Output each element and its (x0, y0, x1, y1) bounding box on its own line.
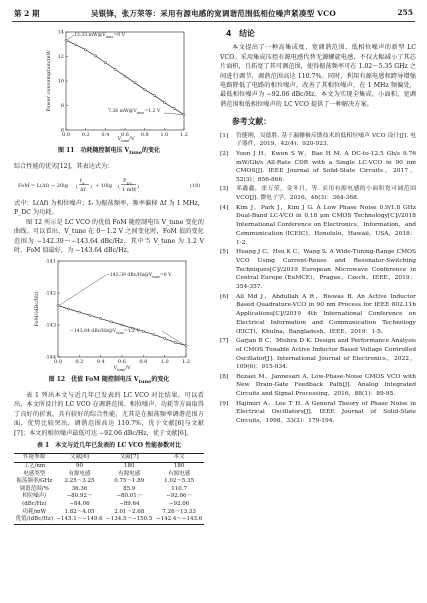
fig11-data-point (163, 101, 165, 103)
table-cell: 有源电感 (68, 470, 91, 477)
table-row (14, 493, 204, 501)
fig11-x-tick-label: 0.6 (121, 132, 129, 138)
left-column (14, 26, 204, 525)
fig11-data-point (183, 113, 185, 115)
svg-text:PDC: $P_{DC}$ (123, 178, 133, 186)
table-row (14, 516, 204, 524)
fig12-data-point (121, 324, 123, 326)
section-4-title: 4 结论 (226, 29, 255, 38)
fig12-x-tick-label: 0.8 (139, 359, 148, 366)
table-cell: (dBc/Hz) (22, 501, 47, 508)
table-cell: 85.9 (123, 485, 136, 492)
table-cell: 7.26～13.33 (162, 508, 196, 515)
fig12-y-tick-label: -142 (44, 291, 56, 298)
fig11-y-tick-label: 12 (57, 54, 64, 61)
fig12-data-point (142, 331, 144, 333)
table-cell: 优值/(dBc/Hz) (14, 516, 55, 524)
fig12-x-tick-label: 0.0 (54, 359, 62, 366)
reference-text: Rezaei M，Jannesari A. Low-Phase-Noise CMOS VCO with New Drain-Gate Feedback Path[J]. Analog Integrated Circuits and Signal Processing，2016，88(1)：89-95. (236, 373, 416, 398)
table-cell: 1.82～4.05 (64, 508, 95, 515)
fig12-data-point (100, 318, 102, 320)
reference-number: [2] (220, 150, 229, 157)
fig11-x-tick-label: 0.4 (101, 132, 110, 138)
table-cell: 2.01～2.68 (114, 508, 145, 515)
svg-text:): ) (90, 184, 92, 190)
fig11-y-tick-label: 10 (57, 78, 64, 85)
page-number: 255 (397, 8, 413, 17)
table-header-row (14, 454, 204, 463)
svg-text:): ) (137, 184, 139, 190)
fig11-y-tick-label: 14 (57, 29, 64, 36)
table-cell: 36.36 (71, 485, 88, 492)
fig12-data-point (185, 345, 187, 347)
reference-number: [8] (220, 373, 229, 380)
fig11-data-point (134, 82, 136, 84)
table-cell: 相位噪声/ (22, 493, 47, 500)
reference-text: Huang J C，Hsu K C，Wang S. A Wide-Tuning-Range CMOS VCO Using Current-Reuse and Resonator-Switching Techniques[C]//2019 European Microwave Conference in Central Europe (EuMCE)，Prague，Czech，IEEE，2019：354-357. (236, 249, 416, 291)
reference-item (220, 132, 416, 150)
svg-text:1 mW: 1 mW (122, 187, 137, 193)
table-cell: −84.06 (69, 501, 90, 508)
fig12-y-tick-label: -141 (44, 259, 56, 266)
table-cell: −80.92～ (66, 493, 93, 500)
fig11-data-point (85, 49, 87, 51)
figure-12-caption: 图 12 优值 FoM 随控制电压 $V_{tune}$的变化 (48, 376, 170, 386)
fig11-ann-bottom-leader (164, 113, 183, 115)
table-header-cell: 文献[7] (104, 454, 154, 463)
fig11-data-point (173, 107, 175, 109)
fig12-x-tick-label: 0.6 (118, 359, 126, 366)
fig11-x-tick-label: 0.0 (62, 132, 70, 138)
fig12-data-point (78, 312, 80, 314)
fom-result-text: 图 12 所示是 LC VCO 的优值 FoM 随控制电压 V_tune 变化的曲线。可以看出，V_tune 在 0～1.2 V 之间变化时，FoM 值的变化范围为 −142.39～−143.64 dBc/Hz，其中当 V_tune 为 1.2 V 时，FoM 值最好，为 −143.64 dBc/Hz。 (14, 218, 204, 255)
references-title: 参考文献： (232, 117, 271, 127)
fig12-ann-top-leader (59, 275, 106, 305)
fig12-y-tick-label: -143 (44, 323, 56, 330)
fig12-data-point (68, 308, 70, 310)
reference-item (220, 204, 416, 248)
table-intro-text: 表 1 列出本文与近几年已发表的 LC VCO 对比结果。可以看出，本文所设计的 LC VCO 在调谐范围、相位噪声、功耗等方面取得了良好的折衷，具有较好的综合性能，尤其是在振荡频率调谐范围方面，优势比较突出，调谐范围高达 110.7%，优于文献[6]与文献[7]；本文的相位噪声最低可达 −92.06 dBc/Hz，优于文献[6]。 (14, 392, 204, 437)
fig11-data-point (65, 39, 67, 41)
svg-text:+ 10lg: + 10lg (95, 183, 112, 189)
fig12-x-tick-label: 1.0 (160, 359, 169, 366)
fig11-plot-frame (66, 32, 184, 130)
formula-lhs: FoM = L(Δf) − 20lg (18, 183, 68, 189)
fig11-x-tick-label: 1.0 (160, 132, 169, 138)
fig12-ann-top: −142.39 dBc/$Hz@V_{tune}=0$ V (106, 273, 172, 280)
reference-number: [3] (220, 186, 229, 193)
fig11-data-point (94, 55, 96, 57)
reference-text: Yoon J H，Kwon S W，Bae H M. A DC-to-12.5 Gb/s 9.76 mW/Gb/s All-Rate CDR with a Single LC-VCO in 90 nm CMOS[J]. IEEE Journal of Solid-State Circuits，2017，52(3)：856-866. (236, 150, 416, 184)
fig12-ann-bottom: −143.64 dBc/$Hz@V_{tune}=1.2$ V (70, 329, 140, 336)
fig12-data-point (153, 334, 155, 336)
svg-text:(: ( (76, 184, 78, 190)
fig12-data-point (164, 338, 166, 340)
table-1-caption: 表 1 本文与近几年已发表的 LC VCO 性能参数对比 (36, 442, 182, 450)
fom-intro-text: 综合性能的优劣[12]，其表达式为： (14, 162, 114, 170)
running-header (10, 8, 417, 20)
fig12-data-point (110, 321, 112, 323)
table-cell: 电感类型 (23, 470, 46, 477)
table-cell: −92.06～ (166, 493, 193, 500)
reference-number: [6] (220, 293, 229, 300)
reference-number: [4] (220, 204, 229, 211)
reference-item (220, 400, 416, 426)
reference-text: Hajimiri A，Lee T H. A General Theory of Phase Noise in Electrical Oscillators[J]. IEEE Journal of Solid-State Circuits，1998，33(2)：179-194. (236, 400, 416, 425)
fig12-ylabel: FoM/(dBc/Hz) (34, 291, 40, 328)
fig11-x-tick-label: 0.2 (81, 132, 90, 138)
conclusion-text: 本文提出了一种高集成度、宽调谐范围、低相位噪声的新型 LC VCO。采用集成压控有源电感代替无源螺旋电感，不仅大幅减小了其芯片面积，且拓宽了其可调范围，使得振荡频率可在 1.02～5.35 GHz 之间进行调节，调谐范围高达 110.7%。同时，利用有源电感和跨导增强电路降低了电路的相位噪声，改善了其相位噪声，在 1 MHz 频偏处，最低相位噪声为 −92.06 dBc/Hz。本文为实现全集成、小面积、宽调谐范围和低相位噪声的 LC VCO 提供了一种解决方案。 (220, 44, 416, 108)
table-cell: 工艺/nm (23, 463, 46, 470)
table-cell: 有源电感 (118, 470, 141, 477)
table-cell: 振荡频率/GHz (16, 478, 53, 485)
reference-item (220, 293, 416, 337)
reference-number: [7] (220, 337, 229, 344)
fig11-y-tick-label: 6 (60, 127, 64, 134)
table-cell: −92.06 (168, 501, 190, 508)
fig11-data-point (75, 44, 77, 46)
table-row (14, 463, 204, 471)
reference-item (220, 248, 416, 292)
reference-number: [9] (220, 400, 229, 407)
table-cell: −80.01～ (116, 493, 143, 500)
table-cell: 调谐范围/% (19, 485, 49, 492)
fig11-ann-top-leader (67, 35, 74, 40)
fig11-ann-top: 13.33 $mW@V_{tune}=0$ V (74, 33, 125, 39)
reference-item (220, 337, 416, 372)
table-1 (14, 453, 204, 524)
table-cell: −134.5～−150.5 (104, 516, 154, 524)
table-row (14, 501, 204, 509)
table-cell: 功耗/mW (22, 508, 47, 515)
table-cell: 110.7 (171, 485, 187, 492)
fig11-ann-bottom: 7.26 $mW@V_{tune}=1.2$ V (108, 109, 161, 115)
running-title: 吴银锋，张万荣等：采用有源电感的宽调谐范围低相位噪声紧凑型 VCO (90, 9, 337, 18)
fig12-x-tick-label: 0.2 (75, 359, 84, 366)
fig11-data-point (104, 62, 106, 64)
fig11-xlabel: $V_{tune}/V$ (117, 136, 135, 143)
references-list (220, 132, 416, 426)
reference-text: 邓鑫鑫，张万荣，金冬月，等. 采用有源电感的小面积宽可调范围 VCO[J]. 微电子学，2016，46(3)：364-368. (236, 186, 416, 202)
fig11-data-point (153, 95, 155, 97)
table-header-cell: 性能参数 (14, 454, 55, 463)
table-row (14, 478, 204, 486)
reference-text: Kim J，Park J，Kim J G. A Low Phase Noise 0.9/1.8 GHz Dual-Band LC-VCO in 0.18 μm CMOS Technology[C]//2018 International Conference on Electronics，Information，and Communication (ICEIC)，Honolulu，Hawaii，USA，2018：1-2. (236, 204, 416, 246)
table-cell: 0.75～1.89 (114, 478, 145, 485)
figure-12-chart (14, 257, 204, 373)
table-cell: 180 (173, 463, 185, 470)
fig12-y-tick-label: -144 (44, 355, 56, 362)
fig12-data-point (174, 342, 176, 344)
reference-text: 管健刚，吴德胜. 基于漏栅极反馈技术的低相位噪声 VCO 设计[J]. 电子器件，2019，42(4)：920-923. (236, 132, 416, 148)
fig12-data-point (89, 315, 91, 317)
fig11-data-point (124, 75, 126, 77)
right-column (220, 26, 416, 426)
header-rule (12, 21, 415, 22)
table-cell: 180 (124, 463, 135, 470)
reference-item (220, 150, 416, 185)
fig12-xlabel: $V_{tune}/V$ (113, 365, 131, 373)
fig11-x-tick-label: 0.8 (140, 132, 149, 138)
figure-11-caption: 图 11 功耗随控制电压 $V_{tune}$的变化 (58, 147, 160, 157)
fig12-data-point (57, 305, 59, 307)
table-cell: −142.4～−143.6 (154, 516, 204, 524)
equation-number: (18) (190, 183, 201, 189)
formula-18 (14, 174, 204, 196)
table-cell: 1.02～5.35 (164, 478, 195, 485)
fig11-data-point (144, 88, 146, 90)
table-cell: 有源电感 (168, 470, 191, 477)
table-header-cell: 文献[6] (55, 454, 105, 463)
formula-explain-text: 式中：L(Δf) 为相位噪声；f₀ 为振荡频率，频率偏移 Δf 为 1 MHz，P_DC 为功耗。 (14, 200, 204, 217)
fig11-ylabel: Power consumption/mW (46, 50, 52, 112)
table-cell: −89.64 (119, 501, 140, 508)
fig12-x-tick-label: 0.4 (96, 359, 105, 366)
table-cell: −145.1～−149.6 (55, 516, 105, 524)
table-cell: 90 (76, 463, 84, 470)
reference-item (220, 185, 416, 203)
svg-text:Δf: Δf (80, 187, 86, 193)
reference-item (220, 373, 416, 399)
fig11-data-point (114, 68, 116, 70)
fig11-x-tick-label: 1.2 (180, 132, 188, 138)
reference-number: [5] (220, 249, 229, 256)
fig11-y-tick-label: 8 (60, 103, 64, 110)
table-cell: 2.25～3.25 (64, 478, 95, 485)
reference-text: Garjan B C，Mishra D K. Design and Performance Analysis of CMOS Tunable Active Inductor Based Voltage Controlled Oscillator[J]. International Journal of Electronics，2022，109(6)：915-934. (236, 337, 416, 371)
reference-text: Ali Md J，Abdullah A R，Biswas B. An Active Inductor Based Quadrature-VCO in 90 nm Process for IEEE 802.11b Applications[C]//2019 4th International Conference on Electrical Information and Communication Technology (EICT)，Khulna，Bangladesh，IEEE，2019：1-5. (236, 293, 416, 335)
issue-label: 第 2 期 (14, 9, 40, 18)
fig12-x-tick-label: 1.2 (182, 359, 190, 366)
svg-text:f0: $f_0$ (80, 178, 85, 186)
figure-11-chart (14, 26, 204, 144)
table-header-cell: 本文 (154, 454, 204, 463)
reference-number: [1] (220, 132, 229, 139)
svg-text:(: ( (118, 184, 120, 190)
